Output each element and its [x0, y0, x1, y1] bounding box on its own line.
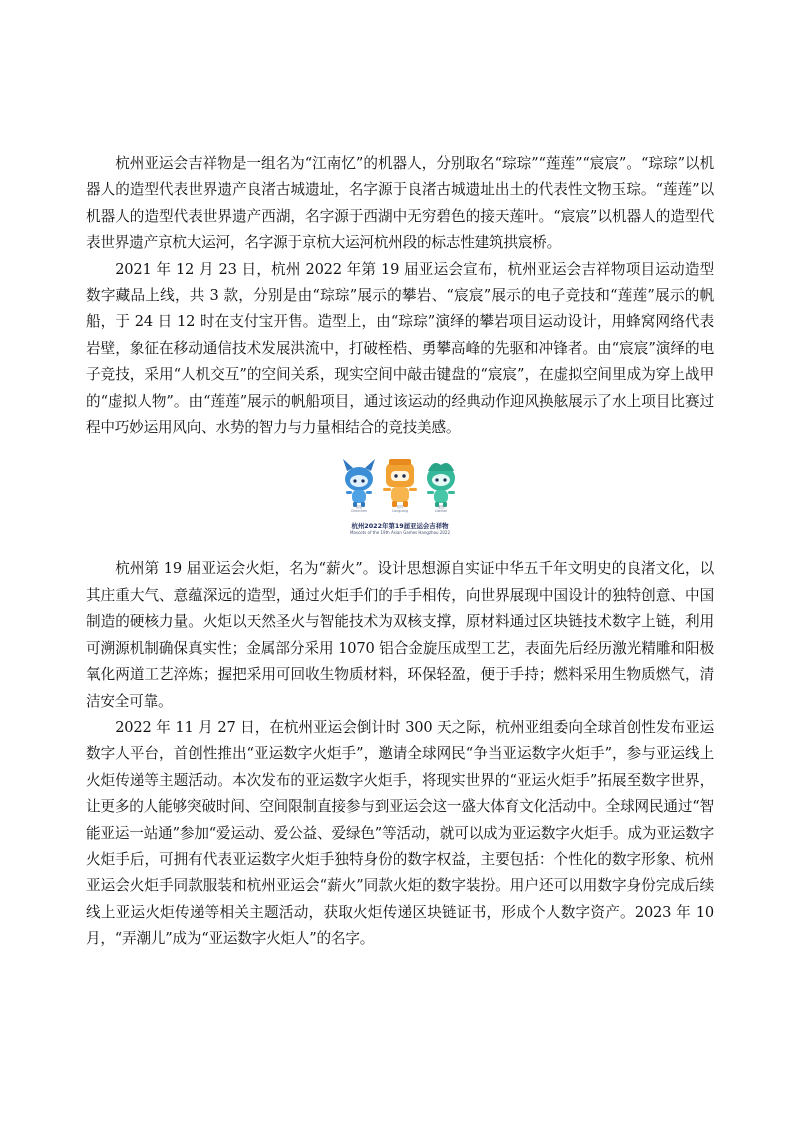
mascot-lianlian-image	[427, 463, 455, 507]
mascot-chenchen-image	[343, 459, 375, 507]
mascot-figure	[325, 451, 475, 546]
paragraph-digital-torchbearer: 2022 年 11 月 27 日，在杭州亚运会倒计时 300 天之际，杭州亚组委向全球首创性发布亚运数字人平台，首创性推出“亚运数字火炬手”，邀请全球网民“争当亚运数字火炬手”，参与亚运线上火炬传递等主题活动。本次发布的亚运数字火炬手，将现实世界的“亚运火炬手”拓展至数字世界，让更多的人能够突破时间、空间限制直接参与到亚运会这一盛大体育文化活动中。全球网民通过“智能亚运一站通”参加“爱运动、爱公益、爱绿色”等活动，就可以成为亚运数字火炬手。成为亚运数字火炬手后，可拥有代表亚运数字火炬手独特身份的数字权益，主要包括：个性化的数字形象、杭州亚运会火炬手同款服装和杭州亚运会“薪火”同款火炬的数字装扮。用户还可以用数字身份完成后续线上亚运火炬传递等相关主题活动，获取火炬传递区块链证书，形成个人数字资产。2023 年 10 月，“弄潮儿”成为“亚运数字火炬人”的名字。	[86, 718, 714, 948]
paragraph-digital-collectibles: 2021 年 12 月 23 日，杭州 2022 年第 19 届亚运会宣布，杭州亚运会吉祥物项目运动造型数字藏品上线，共 3 款，分别是由“琮琮”展示的攀岩、“宸宸”展示的电子竞技和“莲莲”展示的帆船，于 24 日 12 时在支付宝开售。造型上，由“琮琮”演绎的攀岩项目运动设计，用蜂窝网络代表岩壁，象征在移动通信技术发展洪流中，打破桎梏、勇攀高峰的先驱和冲锋者。由“宸宸”演绎的电子竞技，采用“人机交互”的空间关系，现实空间中敲击键盘的“宸宸”，在虚拟空间里成为穿上战甲的“虚拟人物”。由“莲莲”展示的帆船项目，通过该运动的经典动作迎风换舷展示了水上项目比赛过程中巧妙运用风向、水势的智力与力量相结合的竞技美感。	[86, 260, 714, 437]
mascot-label-chenchen	[344, 506, 374, 514]
mascot-name-en: Congcong	[392, 509, 408, 514]
mascot-congcong-image	[383, 459, 417, 507]
mascot-name-cn: 莲莲	[437, 505, 445, 510]
paragraph-torch: 杭州第 19 届亚运会火炬，名为“薪火”。设计思想源自实证中华五千年文明史的良渚文化，以其庄重大气、意蕴深远的造型，通过火炬手们的手手相传，向世界展现中国设计的独特创意、中国制造的硬核力量。火炬以天然圣火与智能技术为双核支撑，原材料通过区块链技术数字上链，利用可溯源机制确保真实性；金属部分采用 1070 铝合金旋压成型工艺，表面先后经历激光精雕和阳极氧化两道工艺淬炼；握把采用可回收生物质材料，环保轻盈，便于手持；燃料采用生物质燃气，清洁安全可靠。	[86, 560, 714, 710]
mascot-name-cn: 宸宸	[355, 505, 363, 510]
mascot-name-cn: 琮琮	[396, 505, 404, 510]
mascot-name-en: Chenchen	[351, 509, 367, 514]
figure-caption-english: Mascots of the 19th Asian Games Hangzhou 2022	[349, 530, 451, 536]
mascot-label-congcong	[385, 506, 415, 514]
document-body	[86, 151, 714, 953]
mascot-label-lianlian	[426, 506, 456, 514]
mascot-name-en: Lianlian	[434, 509, 448, 514]
paragraph-mascots-intro: 杭州亚运会吉祥物是一组名为“江南忆”的机器人，分别取名“琮琮”“莲莲”“宸宸”。“琮琮”以机器人的造型代表世界遗产良渚古城遗址，名字源于良渚古城遗址出土的代表性文物玉琮。“莲莲”以机器人的造型代表世界遗产西湖，名字源于西湖中无穷碧色的接天莲叶。“宸宸”以机器人的造型代表世界遗产京杭大运河，名字源于京杭大运河杭州段的标志性建筑拱宸桥。	[86, 155, 714, 252]
figure-caption: 杭州2022年第19届亚运会吉祥物	[351, 522, 449, 531]
